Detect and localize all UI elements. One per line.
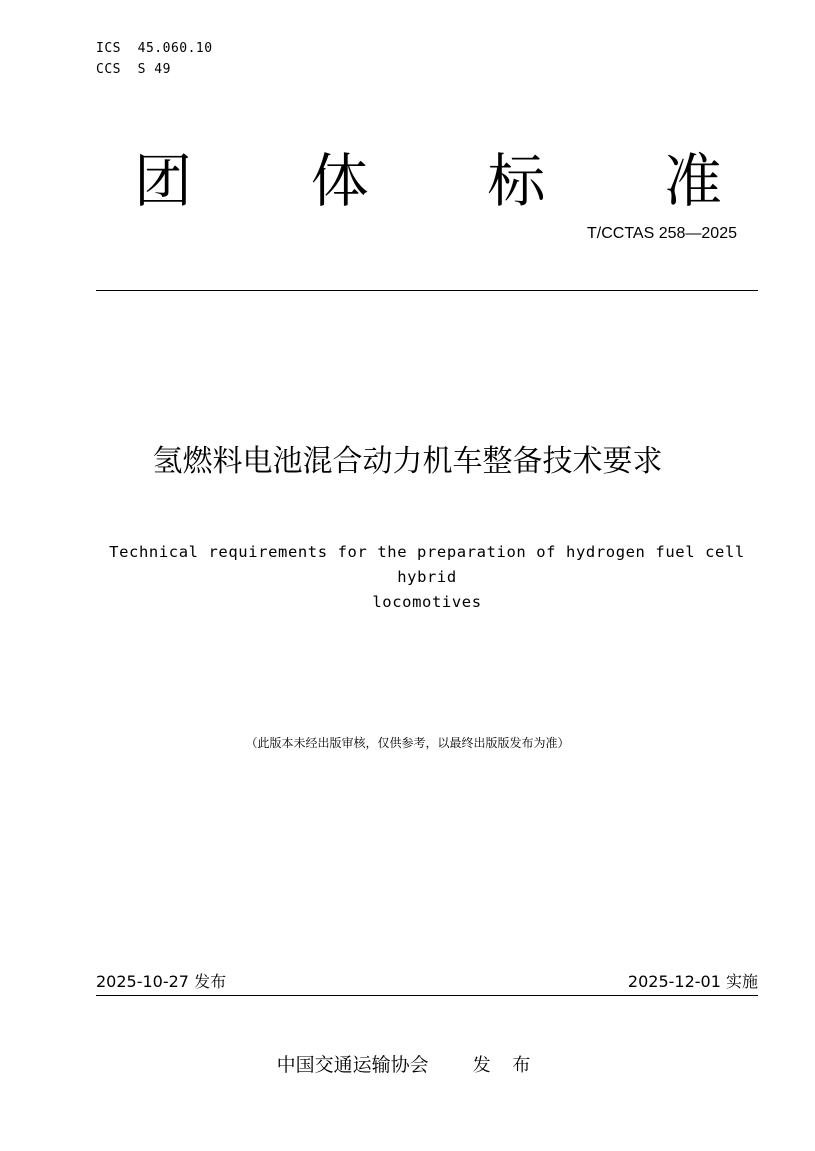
implementation-date: 2025-12-01 实施: [627, 972, 758, 991]
doc-type-char-1: 团: [134, 147, 193, 215]
issue-date: 2025-10-27 发布: [96, 972, 227, 991]
publisher-action: 发 布: [472, 1055, 539, 1076]
ccs-code: CCS S 49: [96, 62, 171, 77]
document-type-heading: [96, 148, 758, 214]
classification-codes: [96, 38, 213, 80]
draft-notice: （此版本未经出版审核，仅供参考，以最终出版版发布为准）: [245, 736, 570, 750]
standard-number: T/CCTAS 258—2025: [587, 225, 737, 242]
title-english-line-2: locomotives: [372, 593, 482, 611]
doc-type-char-4: 准: [663, 147, 722, 215]
top-divider: [96, 290, 758, 291]
bottom-divider: [96, 995, 758, 996]
title-english-line-1: Technical requirements for the preparation of hydrogen fuel cell hybrid: [109, 543, 745, 586]
title-chinese: 氢燃料电池混合动力机车整备技术要求: [152, 444, 663, 479]
title-english: [96, 540, 758, 615]
publisher-organization: 中国交通运输协会: [276, 1054, 429, 1076]
ics-code: ICS 45.060.10: [96, 41, 213, 56]
doc-type-char-2: 体: [310, 147, 369, 215]
doc-type-char-3: 标: [487, 147, 546, 215]
publisher-line: [0, 1052, 815, 1079]
